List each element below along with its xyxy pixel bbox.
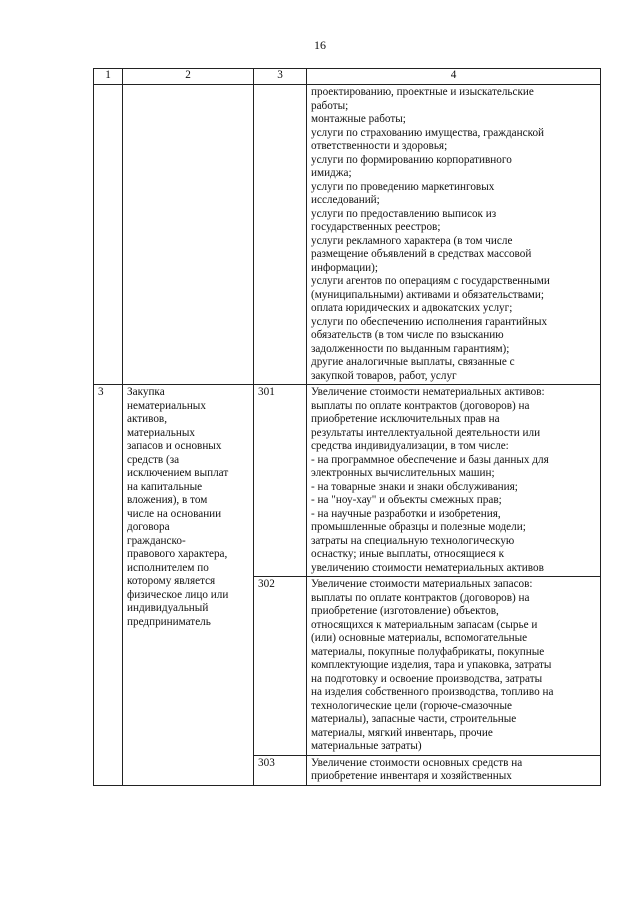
text-line: исследований;	[311, 194, 380, 206]
text-line: физическое лицо или	[127, 588, 229, 601]
code-cell-302: 302	[254, 577, 307, 756]
text-line: Закупка	[127, 386, 165, 398]
column-header-4: 4	[307, 69, 601, 85]
text-line: увеличению стоимости нематериальных активов	[311, 561, 544, 574]
text-line: работы;	[311, 99, 349, 112]
column-header-1: 1	[94, 69, 123, 85]
continuation-row	[94, 85, 601, 385]
group-name	[123, 385, 254, 786]
text-line: комплектующие изделия, тара и упаковка, затраты	[311, 659, 552, 671]
text-line: (муниципальными) активами и обязательствами;	[311, 288, 544, 301]
text-line: услуги агентов по операциям с государственными	[311, 275, 550, 287]
text-line: предприниматель	[127, 615, 211, 628]
text-line: - на товарные знаки и знаки обслуживания;	[311, 480, 518, 493]
text-line: нематериальных	[127, 399, 206, 412]
text-line: задолженности по выданным гарантиям);	[311, 342, 510, 355]
text-line: числе на основании	[127, 507, 222, 520]
text-line: выплаты по оплате контрактов (договоров) на	[311, 399, 530, 412]
text-line: материальных	[127, 426, 195, 439]
text-line: Увеличение стоимости основных средств на	[311, 756, 523, 769]
text-line: приобретение инвентаря и хозяйственных	[311, 770, 512, 782]
continuation-cell-description	[307, 85, 601, 385]
text-line: которому является	[127, 575, 216, 587]
text-line: средств (за	[127, 453, 180, 466]
text-line: материалы), запасные части, строительные	[311, 713, 517, 725]
expense-codes-table	[93, 68, 601, 786]
text-line: на капитальные	[127, 480, 203, 493]
text-line: информации);	[311, 261, 379, 274]
column-header-2: 2	[123, 69, 254, 85]
text-line: средства индивидуализации, в том числе:	[311, 440, 509, 452]
text-line: оплата юридических и адвокатских услуг;	[311, 302, 513, 314]
text-line: Увеличение стоимости нематериальных активов:	[311, 386, 545, 398]
text-line: правового характера,	[127, 548, 228, 560]
text-line: услуги по обеспечению исполнения гарантийных	[311, 315, 548, 328]
text-line: технологические цели (горюче-смазочные	[311, 699, 512, 712]
text-line: затраты на специальную технологическую	[311, 534, 515, 547]
text-line: проектированию, проектные и изыскательские	[311, 86, 534, 98]
text-line: (или) основные материалы, вспомогательные	[311, 632, 528, 644]
text-line: Увеличение стоимости материальных запасов:	[311, 578, 533, 590]
text-line: - на научные разработки и изобретения,	[311, 507, 501, 520]
text-line: услуги по страхованию имущества, гражданской	[311, 126, 545, 139]
text-line: приобретение (изготовление) объектов,	[311, 605, 499, 617]
continuation-cell-number	[94, 85, 123, 385]
text-line: активов,	[127, 413, 168, 425]
text-line: электронных вычислительных машин;	[311, 467, 495, 479]
text-line: на изделия собственного производства, топливо на	[311, 686, 554, 698]
column-header-3: 3	[254, 69, 307, 85]
text-line: договора	[127, 521, 170, 533]
table-row-301	[94, 385, 601, 577]
text-line: оснастку; иные выплаты, относящиеся к	[311, 548, 505, 560]
group-number: 3	[94, 385, 123, 786]
text-line: услуги по предоставлению выписок из	[311, 207, 497, 220]
text-line: услуги рекламного характера (в том числе	[311, 234, 513, 247]
text-line: исполнителем по	[127, 561, 209, 574]
text-line: имиджа;	[311, 167, 352, 179]
text-line: размещение объявлений в средствах массовой	[311, 248, 532, 260]
text-line: услуги по формированию корпоративного	[311, 153, 512, 166]
text-line: относящихся к материальным запасам (сырье и	[311, 618, 538, 631]
text-line: государственных реестров;	[311, 221, 441, 233]
text-line: исключением выплат	[127, 467, 229, 479]
description-cell-301	[307, 385, 601, 577]
description-cell-303	[307, 755, 601, 785]
text-line: материальные затраты)	[311, 740, 422, 752]
text-line: на подготовку и освоение производства, затраты	[311, 672, 543, 685]
code-cell-301: 301	[254, 385, 307, 577]
description-cell-302	[307, 577, 601, 756]
text-line: промышленные образцы и полезные модели;	[311, 521, 526, 533]
continuation-cell-code	[254, 85, 307, 385]
text-line: обязательств (в том числе по взысканию	[311, 329, 504, 341]
text-line: - на "ноу-хау" и объекты смежных прав;	[311, 494, 502, 506]
text-line: запасов и основных	[127, 440, 222, 452]
text-line: гражданско-	[127, 534, 186, 547]
text-line: индивидуальный	[127, 602, 209, 614]
text-line: выплаты по оплате контрактов (договоров) на	[311, 591, 530, 604]
text-line: материалы, покупные полуфабрикаты, покупные	[311, 645, 545, 658]
text-line: материалы, мягкий инвентарь, прочие	[311, 726, 493, 739]
text-line: приобретение исключительных прав на	[311, 413, 500, 425]
text-line: результаты интеллектуальной деятельности или	[311, 426, 541, 439]
code-cell-303: 303	[254, 755, 307, 785]
text-line: монтажные работы;	[311, 113, 406, 125]
continuation-cell-name	[123, 85, 254, 385]
text-line: ответственности и здоровья;	[311, 140, 448, 152]
text-line: вложения), в том	[127, 494, 208, 506]
text-line: - на программное обеспечение и базы данных для	[311, 453, 549, 466]
text-line: другие аналогичные выплаты, связанные с	[311, 356, 515, 368]
text-line: услуги по проведению маркетинговых	[311, 180, 495, 193]
table-header-row	[94, 69, 601, 85]
text-line: закупкой товаров, работ, услуг	[311, 369, 457, 382]
page-number: 16	[314, 38, 326, 52]
